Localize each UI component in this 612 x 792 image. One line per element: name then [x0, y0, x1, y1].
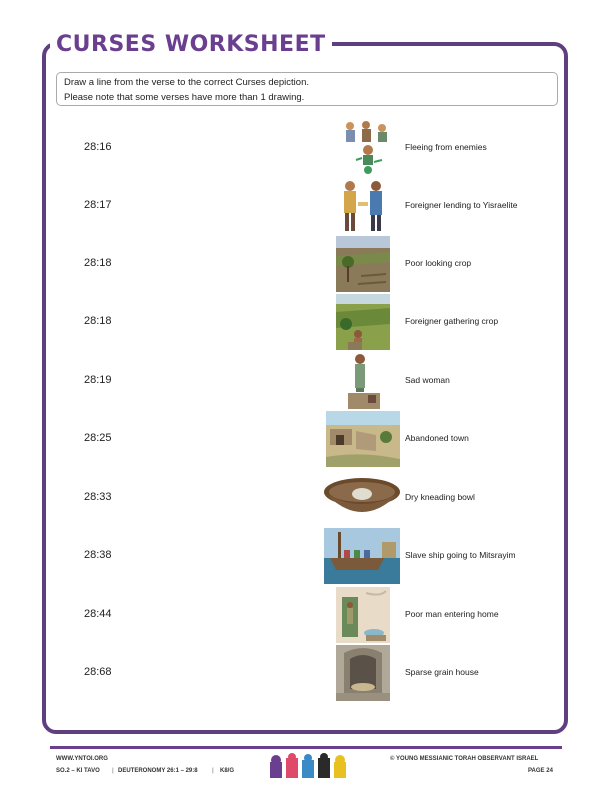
match-row [0, 353, 612, 409]
depiction-label: Dry kneading bowl [405, 492, 475, 502]
depiction-label: Foreigner lending to Yisraelite [405, 200, 518, 210]
match-row [0, 178, 612, 234]
verse-ref: 28:18 [84, 315, 112, 327]
footer-page: PAGE 24 [528, 768, 553, 774]
match-row [0, 528, 612, 584]
lending-illustration [336, 178, 390, 234]
depiction-label: Sad woman [405, 375, 450, 385]
match-row [0, 470, 612, 526]
footer-copyright: © YOUNG MESSIANIC TORAH OBSERVANT ISRAEL [390, 756, 539, 762]
depiction-label: Poor looking crop [405, 258, 472, 268]
footer-separator: | [212, 768, 214, 774]
verse-ref: 28:33 [84, 491, 112, 503]
verse-ref: 28:38 [84, 549, 112, 561]
match-row [0, 236, 612, 292]
abandoned-town-illustration [326, 411, 400, 467]
instruction-line-2: Please note that some verses have more than 1 drawing. [64, 92, 305, 103]
worksheet-title: CURSES WORKSHEET [50, 32, 332, 57]
depiction-label: Poor man entering home [405, 609, 499, 619]
depiction-label: Foreigner gathering crop [405, 316, 499, 326]
slave-ship-illustration [324, 528, 400, 584]
verse-ref: 28:17 [84, 199, 112, 211]
poor-crop-illustration [336, 236, 390, 292]
depiction-label: Fleeing from enemies [405, 142, 487, 152]
footer-website: WWW.YNTOI.ORG [56, 756, 108, 762]
sad-woman-illustration [348, 353, 380, 409]
verse-ref: 28:19 [84, 374, 112, 386]
match-row [0, 294, 612, 350]
kneading-bowl-illustration [322, 472, 402, 524]
depiction-label: Sparse grain house [405, 667, 479, 677]
fleeing-people-illustration [338, 120, 392, 176]
footer-level: K8/G [220, 768, 235, 774]
grain-house-illustration [336, 645, 390, 701]
footer-scripture: DEUTERONOMY 26:1 – 29:8 [118, 768, 198, 774]
verse-ref: 28:44 [84, 608, 112, 620]
match-row [0, 587, 612, 643]
match-row [0, 120, 612, 176]
verse-ref: 28:68 [84, 666, 112, 678]
depiction-label: Slave ship going to Mitsrayim [405, 550, 516, 560]
instruction-line-1: Draw a line from the verse to the correct Curses depiction. [64, 77, 309, 88]
poor-man-home-illustration [336, 587, 390, 643]
gathering-crop-illustration [336, 294, 390, 350]
instructions-box [56, 72, 558, 106]
footer-series: SO.2 – KI TAVO [56, 768, 100, 774]
verse-ref: 28:18 [84, 257, 112, 269]
depiction-label: Abandoned town [405, 433, 469, 443]
footer-divider [50, 746, 562, 749]
match-row [0, 645, 612, 701]
footer-separator: | [112, 768, 114, 774]
mascot-logo [268, 752, 348, 780]
match-row [0, 411, 612, 467]
verse-ref: 28:25 [84, 432, 112, 444]
verse-ref: 28:16 [84, 141, 112, 153]
